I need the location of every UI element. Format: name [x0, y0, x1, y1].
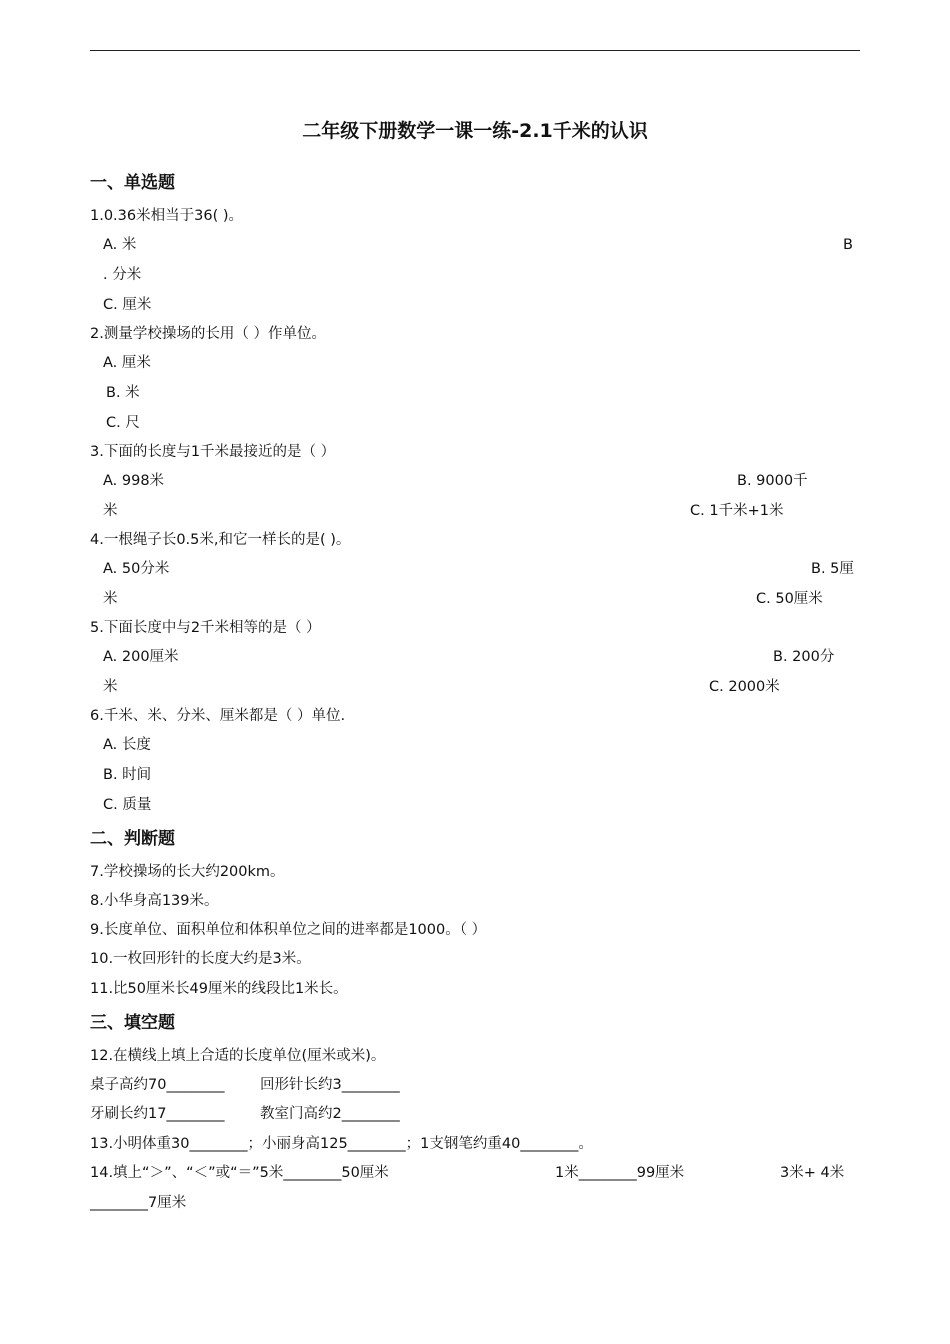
section-single-choice: 一、单选题 [90, 173, 175, 193]
question-7: 7.学校操场的长大约200km。 [90, 864, 285, 880]
q5-option-b: B. 200分 [773, 649, 835, 665]
q4-option-b: B. 5厘 [811, 561, 854, 577]
q14-part-2: 1米________99厘米 [555, 1165, 685, 1181]
q3-option-c: C. 1千米+1米 [690, 503, 784, 519]
q2-option-b: B. 米 [106, 385, 140, 401]
q12-blank-toothbrush: 牙刷长约17________ [90, 1106, 225, 1122]
q6-option-b: B. 时间 [103, 767, 152, 783]
question-5: 5.下面长度中与2千米相等的是（ ） [90, 620, 321, 636]
q6-option-a: A. 长度 [103, 737, 151, 753]
q14-part-4: ________7厘米 [90, 1195, 187, 1211]
q4-option-c: C. 50厘米 [756, 591, 823, 607]
q3-option-b-tail: 米 [103, 503, 118, 519]
q12-blank-door: 教室门高约2________ [260, 1106, 400, 1122]
q5-option-b-tail: 米 [103, 679, 118, 695]
question-12: 12.在横线上填上合适的长度单位(厘米或米)。 [90, 1048, 386, 1064]
q12-blank-desk: 桌子高约70________ [90, 1077, 225, 1093]
question-10: 10.一枚回形针的长度大约是3米。 [90, 951, 311, 967]
q1-option-b-text: . 分米 [103, 267, 142, 283]
section-true-false: 二、判断题 [90, 829, 175, 849]
question-1: 1.0.36米相当于36( )。 [90, 208, 243, 224]
question-3: 3.下面的长度与1千米最接近的是（ ） [90, 444, 336, 460]
q4-option-a: A. 50分米 [103, 561, 170, 577]
q14-part-3: 3米+ 4米 [780, 1165, 845, 1181]
question-2: 2.测量学校操场的长用（ ）作单位。 [90, 326, 326, 342]
q12-blank-paperclip: 回形针长约3________ [260, 1077, 400, 1093]
question-13: 13.小明体重30________；小丽身高125________；1支钢笔约重40________。 [90, 1136, 593, 1152]
question-11: 11.比50厘米长49厘米的线段比1米长。 [90, 981, 348, 997]
question-6: 6.千米、米、分米、厘米都是（ ）单位. [90, 708, 346, 724]
q1-option-c: C. 厘米 [103, 297, 152, 313]
q2-option-a: A. 厘米 [103, 355, 151, 371]
q3-option-a: A. 998米 [103, 473, 165, 489]
q3-option-b: B. 9000千 [737, 473, 808, 489]
header-rule [90, 50, 860, 51]
section-fill-blank: 三、填空题 [90, 1013, 175, 1033]
q5-option-c: C. 2000米 [709, 679, 780, 695]
page-title: 二年级下册数学一课一练-2.1千米的认识 [302, 120, 648, 142]
q1-option-a: A. 米 [103, 237, 137, 253]
question-14: 14.填上“＞”、“＜”或“＝”5米________50厘米 [90, 1165, 389, 1181]
q1-option-b-label: B [843, 237, 853, 253]
q4-option-b-tail: 米 [103, 591, 118, 607]
question-4: 4.一根绳子长0.5米,和它一样长的是( )。 [90, 532, 351, 548]
q6-option-c: C. 质量 [103, 797, 152, 813]
q2-option-c: C. 尺 [106, 415, 140, 431]
question-8: 8.小华身高139米。 [90, 893, 219, 909]
question-9: 9.长度单位、面积单位和体积单位之间的进率都是1000。（ ） [90, 922, 487, 938]
q5-option-a: A. 200厘米 [103, 649, 179, 665]
